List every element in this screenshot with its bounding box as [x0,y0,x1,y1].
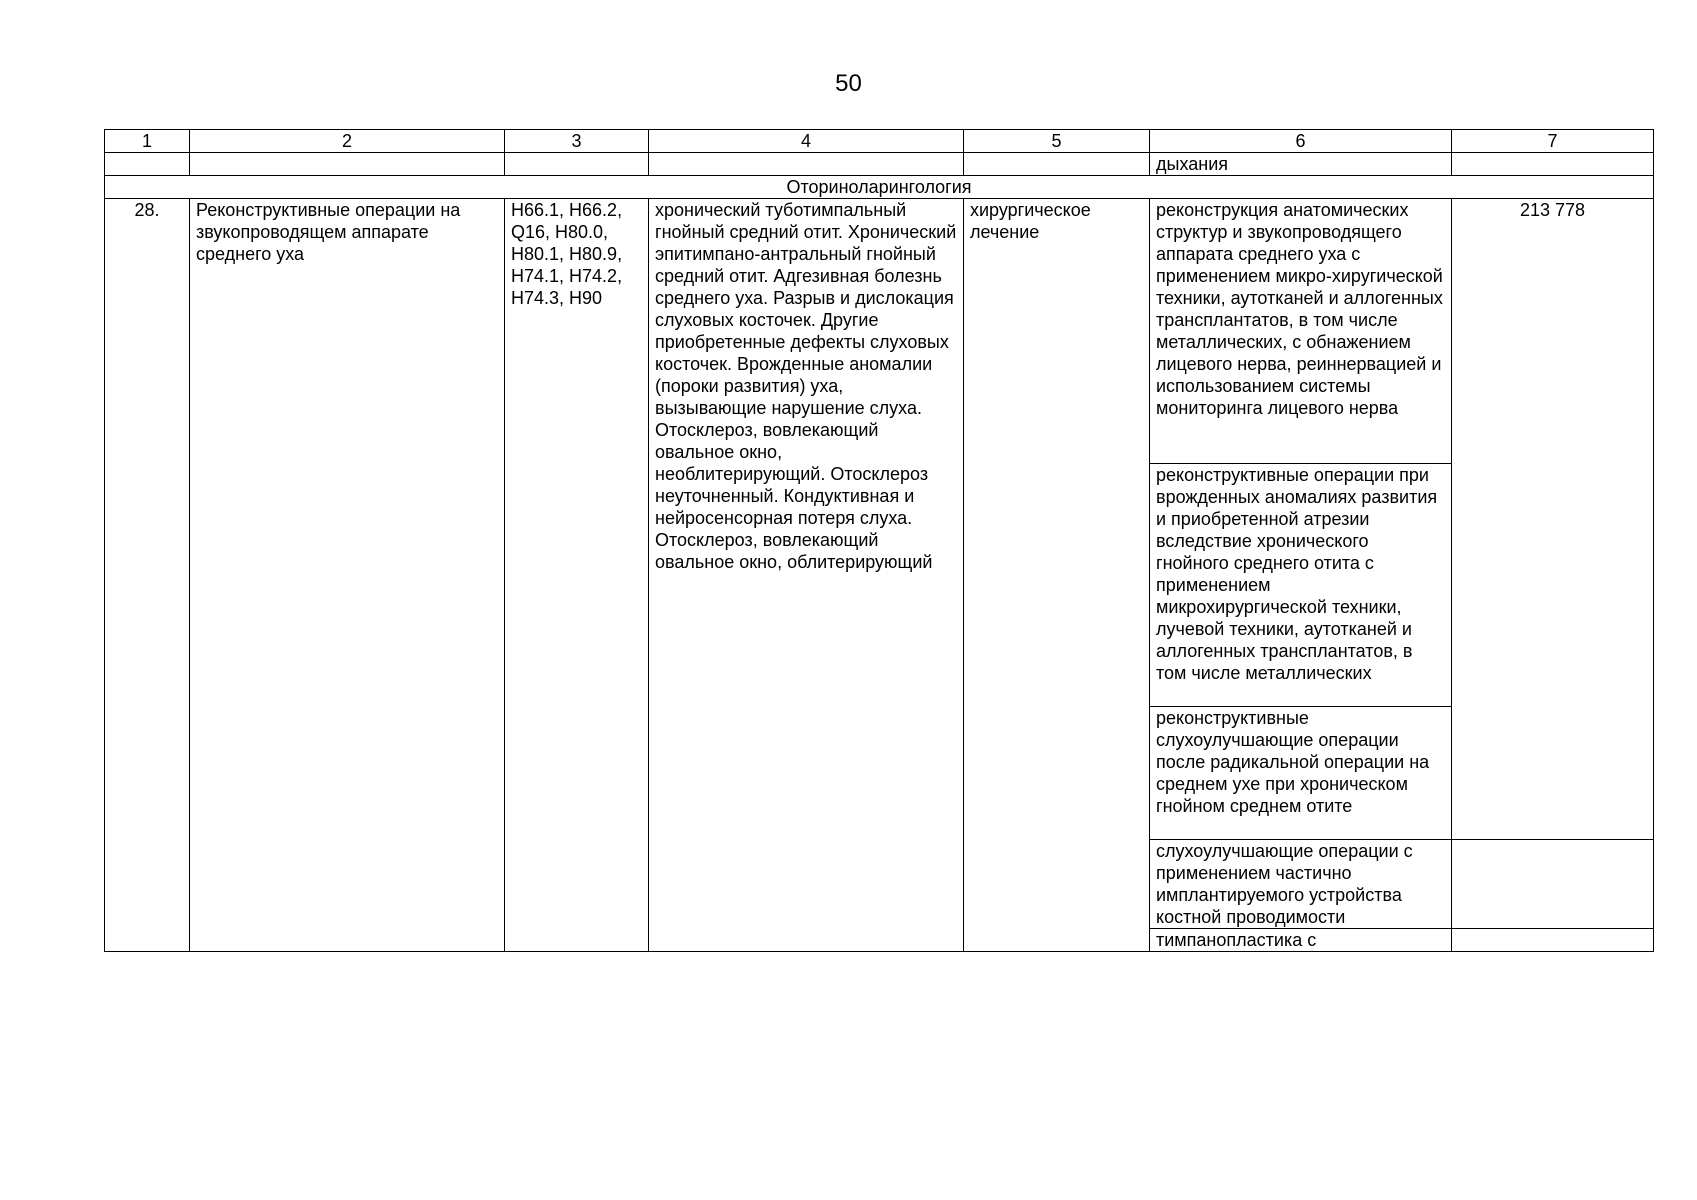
entry-method-3: реконструктивные слухоулучшающие операции после радикальной операции на среднем ухе при хроническом гнойном среднем отите [1150,707,1452,840]
page-number: 50 [835,70,862,97]
entry-name: Реконструктивные операции на звукопроводящем аппарате среднего уха [190,199,505,952]
continuation-cell-3 [505,153,649,176]
continuation-cell-1 [105,153,190,176]
column-header-7: 7 [1452,130,1654,153]
entry-number: 28. [105,199,190,952]
column-header-6: 6 [1150,130,1452,153]
column-header-4: 4 [649,130,964,153]
entry-diagnosis: хронический туботимпальный гнойный средний отит. Хронический эпитимпано-антральный гнойный средний отит. Адгезивная болезнь среднего уха. Разрыв и дислокация слуховых косточек. Другие приобретенные дефекты слуховых косточек. Врожденные аномалии (пороки развития) уха, вызывающие нарушение слуха. Отосклероз, вовлекающий овальное окно, необлитерирующий. Отосклероз неуточненный. Кондуктивная и нейросенсорная потеря слуха. Отосклероз, вовлекающий овальное окно, облитерирующий [649,199,964,952]
column-header-row [105,130,1654,153]
column-header-5: 5 [964,130,1150,153]
continuation-cell-5 [964,153,1150,176]
procedures-table [104,129,1654,952]
entry-treatment: хирургическое лечение [964,199,1150,952]
entry-method-5: тимпанопластика с [1150,929,1452,952]
table-row [105,199,1654,464]
entry-method-2: реконструктивные операции при врожденных аномалиях развития и приобретенной атрезии вследствие хронического гнойного среднего отита с применением микрохирургической техники, лучевой техники, аутотканей и аллогенных трансплантатов, в том числе металлических [1150,464,1452,707]
entry-method-1: реконструкция анатомических структур и звукопроводящего аппарата среднего уха с применением микро-хиругической техники, аутотканей и аллогенных трансплантатов, в том числе металлических, с обнажением лицевого нерва, реиннервацией и использованием системы мониторинга лицевого нерва [1150,199,1452,464]
column-header-1: 1 [105,130,190,153]
entry-codes: H66.1, H66.2, Q16, H80.0, H80.1, H80.9, H74.1, H74.2, H74.3, H90 [505,199,649,952]
entry-cost-cell-5 [1452,929,1654,952]
continuation-cell-4 [649,153,964,176]
section-row [105,176,1654,199]
continuation-cell-7 [1452,153,1654,176]
entry-cost: 213 778 [1452,199,1654,840]
continuation-method-text: дыхания [1150,153,1452,176]
continuation-cell-2 [190,153,505,176]
column-header-3: 3 [505,130,649,153]
section-title: Оториноларингология [105,176,1654,199]
continuation-row [105,153,1654,176]
entry-method-4: слухоулучшающие операции с применением частично имплантируемого устройства костной проводимости [1150,840,1452,929]
column-header-2: 2 [190,130,505,153]
entry-cost-cell-4 [1452,840,1654,929]
